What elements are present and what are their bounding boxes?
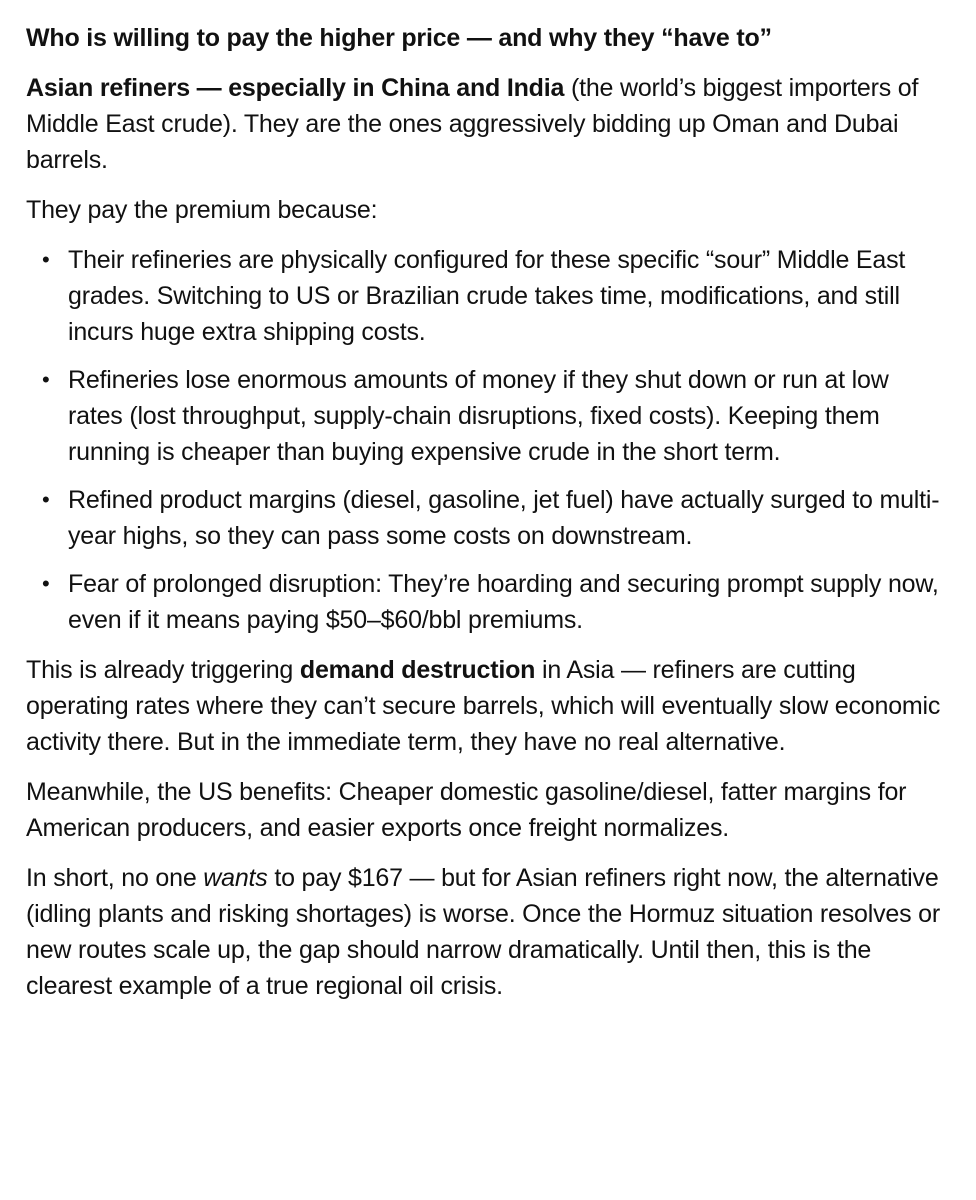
intro-text: (the world’s biggest importers of Middle East crude). They are the ones aggressively bidding up Oman and Dubai barrels. — [26, 74, 919, 174]
conclusion-text-before: In short, no one — [26, 864, 204, 892]
list-item-text: Refineries lose enormous amounts of money if they shut down or run at low rates (lost throughput, supply-chain disruptions, fixed costs). Keeping them running is cheaper than buying expensive crude in the short term. — [68, 366, 889, 466]
reasons-list — [26, 242, 942, 638]
list-item-text: Fear of prolonged disruption: They’re hoarding and securing prompt supply now, even if it means paying $50–$60/bbl premiums. — [68, 570, 939, 634]
intro-paragraph — [26, 70, 942, 178]
list-item — [26, 362, 942, 470]
demand-text-before: This is already triggering — [26, 656, 300, 684]
list-item — [26, 482, 942, 554]
list-item-text: Refined product margins (diesel, gasoline, jet fuel) have actually surged to multi-year highs, so they can pass some costs on downstream. — [68, 486, 940, 550]
demand-text-after: in Asia — refiners are cutting operating rates where they can’t secure barrels, which will eventually slow economic activity there. But in the immediate term, they have no real alternative. — [26, 656, 941, 756]
demand-bold-phrase: demand destruction — [299, 656, 536, 684]
conclusion-paragraph — [26, 860, 942, 1004]
bullet-icon: • — [42, 571, 50, 596]
demand-destruction-paragraph — [26, 652, 942, 760]
section-heading: Who is willing to pay the higher price — and why they “have to” — [26, 24, 772, 52]
premium-lead-paragraph: They pay the premium because: — [26, 196, 378, 224]
bullet-icon: • — [42, 367, 50, 392]
list-item — [26, 566, 942, 638]
list-item-text: Their refineries are physically configured for these specific “sour” Middle East grades. Switching to US or Brazilian crude takes time, modifications, and still incurs huge extra shipping costs. — [68, 246, 906, 346]
conclusion-text-after: to pay $167 — but for Asian refiners right now, the alternative (idling plants and risking shortages) is worse. Once the Hormuz situation resolves or new routes scale up, the gap should narrow dramatically. Until then, this is the clearest example of a true regional oil crisis. — [26, 864, 940, 1000]
conclusion-italic-word: wants — [203, 864, 268, 892]
bullet-icon: • — [42, 487, 50, 512]
intro-bold-phrase: Asian refiners — especially in China and India — [26, 74, 565, 102]
list-item — [26, 242, 942, 350]
us-benefits-paragraph: Meanwhile, the US benefits: Cheaper domestic gasoline/diesel, fatter margins for American producers, and easier exports once freight normalizes. — [26, 778, 907, 842]
bullet-icon: • — [42, 247, 50, 272]
